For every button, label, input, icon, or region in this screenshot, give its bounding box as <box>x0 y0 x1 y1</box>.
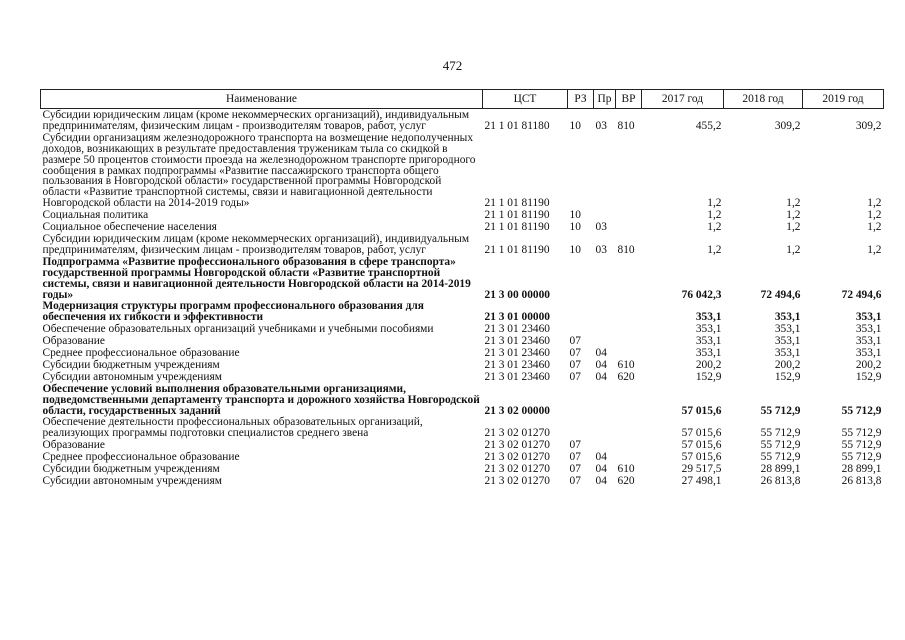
row-cst: 21 3 02 01270 <box>484 475 550 487</box>
column-header-cst: ЦСТ <box>483 90 568 109</box>
row-pr <box>594 132 616 209</box>
row-rz <box>568 323 594 335</box>
row-pr <box>594 416 616 439</box>
table-row <box>41 300 884 323</box>
table-row <box>41 233 884 256</box>
row-vr: 620 <box>617 370 635 383</box>
row-2018-value: 152,9 <box>774 370 801 383</box>
table-row <box>41 463 884 475</box>
row-cst: 21 3 02 01270 <box>484 439 550 452</box>
row-2019-value: 1,2 <box>867 221 882 234</box>
column-header-vr: ВР <box>616 90 642 109</box>
row-rz: 07 <box>569 439 581 452</box>
table-row <box>41 335 884 347</box>
row-name: Социальная политика <box>42 209 149 222</box>
row-cst: 21 3 01 23460 <box>484 335 550 348</box>
column-header-pr: Пр <box>594 90 616 109</box>
row-vr: 810 <box>617 243 635 256</box>
row-vr: 610 <box>617 463 635 476</box>
row-pr: 04 <box>595 475 607 487</box>
table-row <box>41 416 884 439</box>
row-2018-value: 55 712,9 <box>760 427 801 440</box>
row-rz <box>568 256 594 301</box>
row-2018-value: 55 712,9 <box>760 439 801 452</box>
page-number: 472 <box>442 58 463 73</box>
row-cst: 21 1 01 81180 <box>484 119 550 132</box>
row-rz <box>568 300 594 323</box>
row-cst: 21 3 01 23460 <box>484 370 550 383</box>
row-rz: 07 <box>569 358 581 371</box>
row-rz: 07 <box>569 451 581 464</box>
row-pr <box>594 439 616 451</box>
row-2017-value: 353,1 <box>695 323 722 336</box>
row-2018-value: 353,1 <box>774 347 801 360</box>
row-2018-value: 72 494,6 <box>760 288 801 301</box>
table-row <box>41 256 884 301</box>
row-name: Субсидии юридическим лицам (кроме некоммерческих организаций), индивидуальным предпринимателям, физическим лицам - производителям товаров, работ, услуг <box>42 109 470 132</box>
row-2019-value: 1,2 <box>867 197 882 210</box>
row-cst: 21 3 01 23460 <box>484 323 550 336</box>
row-2018-value: 26 813,8 <box>760 475 801 487</box>
row-name: Субсидии автономным учреждениям <box>42 370 222 383</box>
row-2017-value: 57 015,6 <box>681 404 722 417</box>
row-vr: 610 <box>617 358 635 371</box>
row-2019-value: 55 712,9 <box>841 427 882 440</box>
row-cst: 21 1 01 81190 <box>484 221 550 234</box>
row-2019-value: 72 494,6 <box>841 288 882 301</box>
row-rz: 07 <box>569 347 581 360</box>
column-header-2018: 2018 год <box>724 90 803 109</box>
row-2018-value: 55 712,9 <box>760 451 801 464</box>
row-vr <box>616 383 642 417</box>
row-vr <box>616 347 642 359</box>
table-row <box>41 475 884 487</box>
row-name: Субсидии бюджетным учреждениям <box>42 358 220 371</box>
row-2019-value: 26 813,8 <box>841 475 882 487</box>
table-row <box>41 323 884 335</box>
row-rz <box>568 132 594 209</box>
row-2018-value: 353,1 <box>774 323 801 336</box>
row-cst: 21 3 02 01270 <box>484 451 550 464</box>
row-vr <box>616 439 642 451</box>
row-cst: 21 3 02 01270 <box>484 427 550 440</box>
table-row <box>41 132 884 209</box>
row-2019-value: 200,2 <box>855 358 882 371</box>
table-row <box>41 383 884 417</box>
row-cst: 21 3 01 00000 <box>484 311 550 324</box>
row-2018-value: 55 712,9 <box>760 404 801 417</box>
column-header-name: Наименование <box>41 90 483 109</box>
row-cst: 21 3 02 01270 <box>484 463 550 476</box>
row-pr <box>594 383 616 417</box>
row-2018-value: 200,2 <box>774 358 801 371</box>
row-vr <box>616 451 642 463</box>
row-2019-value: 55 712,9 <box>841 439 882 452</box>
row-2017-value: 353,1 <box>695 335 722 348</box>
row-2017-value: 27 498,1 <box>681 475 722 487</box>
row-2017-value: 57 015,6 <box>681 427 722 440</box>
row-vr <box>616 335 642 347</box>
row-2019-value: 353,1 <box>855 311 882 324</box>
row-pr: 03 <box>595 119 607 132</box>
row-pr: 04 <box>595 347 607 360</box>
row-pr <box>594 300 616 323</box>
row-2018-value: 1,2 <box>786 221 801 234</box>
row-name: Обеспечение деятельности профессиональных образовательных организаций, реализующих программы подготовки специалистов среднего звена <box>42 416 423 440</box>
column-header-2019: 2019 год <box>803 90 884 109</box>
row-2018-value: 353,1 <box>774 335 801 348</box>
row-2019-value: 353,1 <box>855 347 882 360</box>
table-row <box>41 347 884 359</box>
row-vr <box>616 132 642 209</box>
row-2017-value: 152,9 <box>695 370 722 383</box>
row-rz: 10 <box>569 221 581 234</box>
row-vr: 810 <box>617 119 635 132</box>
row-name: Субсидии автономным учреждениям <box>42 475 222 487</box>
row-2018-value: 28 899,1 <box>760 463 801 476</box>
row-2019-value: 152,9 <box>855 370 882 383</box>
row-2017-value: 1,2 <box>707 197 722 210</box>
row-cst: 21 3 00 00000 <box>484 288 550 301</box>
row-2017-value: 353,1 <box>695 347 722 360</box>
table-body <box>41 109 884 487</box>
row-vr <box>616 256 642 301</box>
row-2018-value: 1,2 <box>786 209 801 222</box>
row-rz: 07 <box>569 475 581 487</box>
row-cst: 21 1 01 81190 <box>484 243 550 256</box>
row-2019-value: 353,1 <box>855 335 882 348</box>
row-cst: 21 3 01 23460 <box>484 358 550 371</box>
row-2019-value: 55 712,9 <box>841 404 882 417</box>
row-pr: 04 <box>595 451 607 464</box>
row-2018-value: 353,1 <box>774 311 801 324</box>
row-rz: 10 <box>569 209 581 222</box>
row-pr: 03 <box>595 243 607 256</box>
row-pr <box>594 209 616 221</box>
row-pr <box>594 335 616 347</box>
row-2019-value: 55 712,9 <box>841 451 882 464</box>
row-name: Подпрограмма «Развитие профессионального образования в сфере транспорта» государственной программы Новгородской области «Развитие транспортной системы, связи и навигационной деятельности Новгородской области на 2014-2019 годы» <box>42 255 471 301</box>
row-cst: 21 3 01 23460 <box>484 347 550 360</box>
column-header-rz: РЗ <box>568 90 594 109</box>
row-2017-value: 57 015,6 <box>681 439 722 452</box>
row-2017-value: 353,1 <box>695 311 722 324</box>
row-cst: 21 3 02 00000 <box>484 404 550 417</box>
row-rz: 07 <box>569 463 581 476</box>
row-pr: 04 <box>595 463 607 476</box>
row-rz: 07 <box>569 370 581 383</box>
row-2017-value: 200,2 <box>695 358 722 371</box>
row-2017-value: 1,2 <box>707 209 722 222</box>
row-2017-value: 455,2 <box>695 119 722 132</box>
row-rz: 10 <box>569 119 581 132</box>
row-rz <box>568 416 594 439</box>
table-row <box>41 359 884 371</box>
row-vr <box>616 416 642 439</box>
row-2019-value: 1,2 <box>867 209 882 222</box>
row-2017-value: 1,2 <box>707 243 722 256</box>
row-vr <box>616 221 642 233</box>
row-2018-value: 1,2 <box>786 243 801 256</box>
row-vr <box>616 209 642 221</box>
column-header-2017: 2017 год <box>642 90 724 109</box>
table-header-row <box>41 90 884 109</box>
row-vr <box>616 323 642 335</box>
row-pr <box>594 323 616 335</box>
row-pr: 04 <box>595 358 607 371</box>
row-cst: 21 1 01 81190 <box>484 197 550 210</box>
row-name: Социальное обеспечение населения <box>42 221 217 234</box>
row-name: Обеспечение условий выполнения образовательными организациями, подведомственными департаменту транспорта и дорожного хозяйства Новгородской области, государственных заданий <box>42 382 480 417</box>
table-row <box>41 209 884 221</box>
row-pr <box>594 256 616 301</box>
row-2018-value: 1,2 <box>786 197 801 210</box>
row-pr: 03 <box>595 221 607 234</box>
row-cst: 21 1 01 81190 <box>484 209 550 222</box>
row-name: Обеспечение образовательных организаций учебниками и учебными пособиями <box>42 323 434 336</box>
row-rz: 10 <box>569 243 581 256</box>
row-vr: 620 <box>617 475 635 487</box>
row-2019-value: 309,2 <box>855 119 882 132</box>
row-name: Образование <box>42 439 105 452</box>
row-pr: 04 <box>595 370 607 383</box>
row-rz <box>568 383 594 417</box>
row-2019-value: 28 899,1 <box>841 463 882 476</box>
table-row <box>41 371 884 383</box>
row-name: Субсидии организациям железнодорожного транспорта на возмещение недополученных доходов, возникающих в результате предоставления труженикам тыла со скидкой в размере 50 процентов стоимости проезда на железнодорожном транспорте пригородного сообщения в рамках подпрограммы «Развитие пассажирского транспорта общего пользования в Новгородской области» государственной программы Новгородской области «Развитие транспортной системы, связи и навигационной деятельности Новгородской области на 2014-2019 годы» <box>42 131 476 210</box>
row-name: Среднее профессиональное образование <box>42 451 240 464</box>
row-name: Образование <box>42 335 105 348</box>
row-name: Среднее профессиональное образование <box>42 347 240 360</box>
table-row <box>41 451 884 463</box>
table-row <box>41 109 884 132</box>
row-2018-value: 309,2 <box>774 119 801 132</box>
row-name: Модернизация структуры программ профессионального образования для обеспечения их гибкости и эффективности <box>42 300 424 324</box>
row-2017-value: 29 517,5 <box>681 463 722 476</box>
row-name: Субсидии бюджетным учреждениям <box>42 463 220 476</box>
row-rz: 07 <box>569 335 581 348</box>
row-2019-value: 1,2 <box>867 243 882 256</box>
row-name: Субсидии юридическим лицам (кроме некоммерческих организаций), индивидуальным предпринимателям, физическим лицам - производителям товаров, работ, услуг <box>42 232 470 256</box>
table-row <box>41 439 884 451</box>
row-2017-value: 1,2 <box>707 221 722 234</box>
row-2017-value: 57 015,6 <box>681 451 722 464</box>
budget-table <box>40 89 884 487</box>
row-2019-value: 353,1 <box>855 323 882 336</box>
row-vr <box>616 300 642 323</box>
row-2017-value: 76 042,3 <box>681 288 722 301</box>
table-row <box>41 221 884 233</box>
